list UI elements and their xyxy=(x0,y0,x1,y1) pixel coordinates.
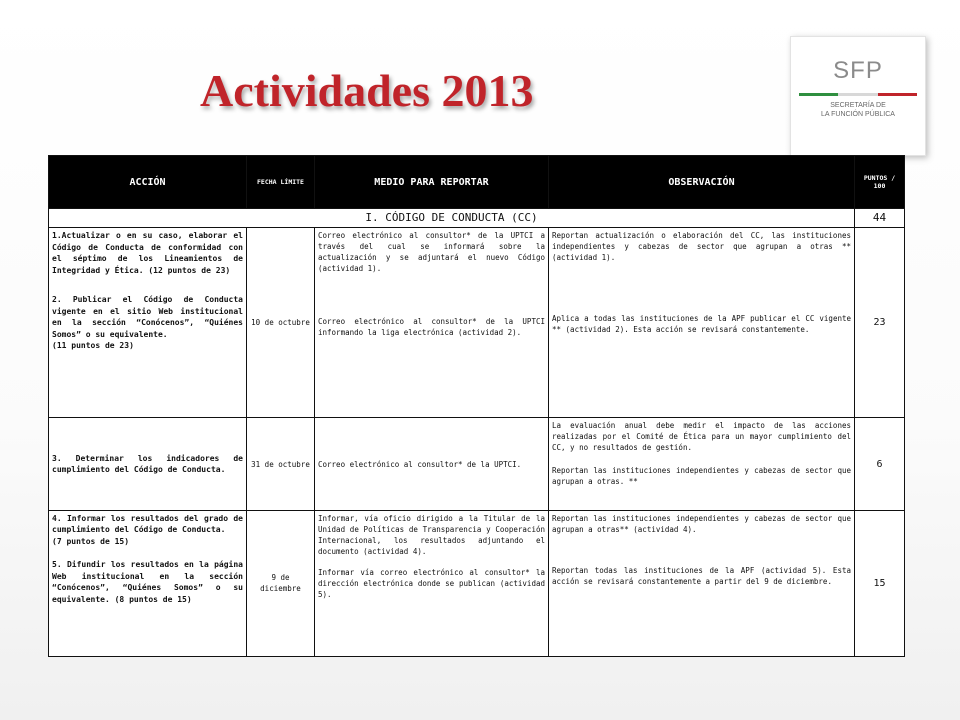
row-medio: Correo electrónico al consultor* de la UPTCI a través del cual se informará sobre la actualización y se adjuntará el nuevo Código (actividad 1). Correo electrónico al consultor* de la UPTCI informando la liga electrónica (actividad 2). xyxy=(315,228,549,418)
header-accion: ACCIÓN xyxy=(49,156,247,209)
sfp-logo xyxy=(790,36,926,156)
row-accion: 4. Informar los resultados del grado de cumplimiento del Código de Conducta. (7 puntos de 15) 5. Difundir los resultados en la página Web institucional en la sección “Conócenos”, “Quiénes Somos” o su equivalente. (8 puntos de 15) xyxy=(49,510,247,656)
row-puntos: 6 xyxy=(855,418,905,510)
row-fecha: 9 de diciembre xyxy=(247,510,315,656)
logo-subtitle: SECRETARÍA DE LA FUNCIÓN PÚBLICA xyxy=(821,102,895,118)
section-title: I. CÓDIGO DE CONDUCTA (CC) xyxy=(49,209,855,228)
slide-title: Actividades 2013 xyxy=(200,65,534,116)
section-points: 44 xyxy=(855,209,905,228)
logo-acronym: SFP xyxy=(833,57,883,84)
row-observacion: La evaluación anual debe medir el impacto de las acciones realizadas por el Comité de Ética para un mayor cumplimiento del CC, y no resultados de gestión. Reportan las instituciones independientes y cabezas de sector que agrupan a otras. ** xyxy=(549,418,855,510)
row-medio: Correo electrónico al consultor* de la UPTCI. xyxy=(315,418,549,510)
row-puntos: 23 xyxy=(855,228,905,418)
row-observacion: Reportan las instituciones independientes y cabezas de sector que agrupan a otras** (actividad 4). Reportan todas las instituciones de la APF (actividad 5). Esta acción se revisará constantemente a partir del 9 de diciembre. xyxy=(549,510,855,656)
header-observacion: OBSERVACIÓN xyxy=(549,156,855,209)
header-fecha: FECHA LÍMITE xyxy=(247,156,315,209)
row-fecha: 10 de octubre xyxy=(247,228,315,418)
section-row xyxy=(49,209,905,228)
table-row xyxy=(49,228,905,418)
row-puntos: 15 xyxy=(855,510,905,656)
row-accion: 1.Actualizar o en su caso, elaborar el Código de Conducta de conformidad con el séptimo de los Lineamientos de Integridad y Ética. (12 puntos de 23) 2. Publicar el Código de Conducta vigente en el sitio Web institucional en la sección “Conócenos”, “Quiénes Somos” o su equivalente. (11 puntos de 23) xyxy=(49,228,247,418)
activities-table xyxy=(48,155,905,657)
table-header-row xyxy=(49,156,905,209)
logo-color-rule xyxy=(799,93,917,96)
header-medio: MEDIO PARA REPORTAR xyxy=(315,156,549,209)
row-accion: 3. Determinar los indicadores de cumplimiento del Código de Conducta. xyxy=(49,418,247,510)
row-observacion: Reportan actualización o elaboración del CC, las instituciones independientes y cabezas de sector que agrupan a otras ** (actividad 1). Aplica a todas las instituciones de la APF publicar el CC vigente ** (actividad 2). Esta acción se revisará constantemente. xyxy=(549,228,855,418)
table-row xyxy=(49,418,905,510)
header-puntos: PUNTOS / 100 xyxy=(855,156,905,209)
row-fecha: 31 de octubre xyxy=(247,418,315,510)
row-medio: Informar, vía oficio dirigido a la Titular de la Unidad de Políticas de Transparencia y Cooperación Internacional, los resultados adjuntando el documento (actividad 4). Informar vía correo electrónico al consultor* la dirección electrónica donde se publican (actividad 5). xyxy=(315,510,549,656)
table-row xyxy=(49,510,905,656)
